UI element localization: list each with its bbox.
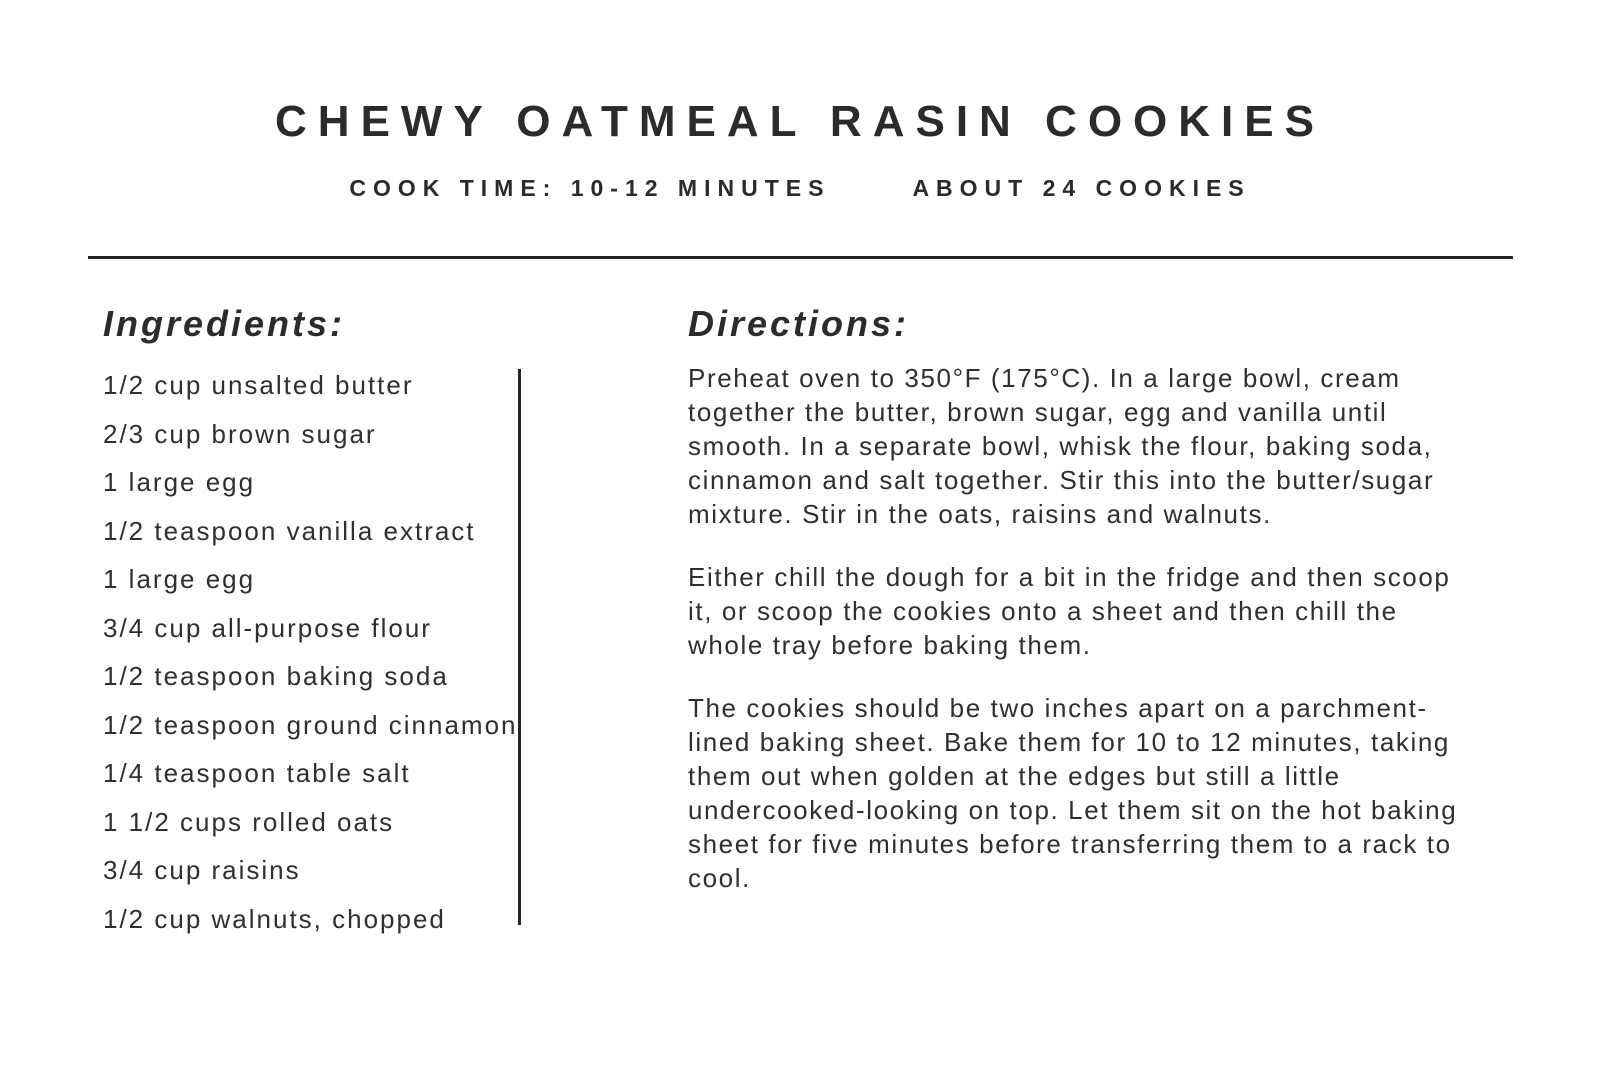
directions-heading: Directions: <box>688 303 910 344</box>
directions-paragraph: The cookies should be two inches apart on a parchment-lined baking sheet. Bake them for 10 to 12 minutes, taking them out when golden at the edges but still a little undercooked-looking on top. Let them sit on the hot baking sheet for five minutes before transferring them to a rack to cool. <box>688 693 1458 893</box>
horizontal-divider <box>88 256 1513 259</box>
ingredient-item: 1 large egg <box>103 564 256 594</box>
column-divider <box>518 369 521 925</box>
yield-label: ABOUT 24 COOKIES <box>912 175 1251 201</box>
directions-paragraph: Preheat oven to 350°F (175°C). In a large bowl, cream together the butter, brown sugar, egg and vanilla until smooth. In a separate bowl, whisk the flour, baking soda, cinnamon and salt together. Stir this into the butter/sugar mixture. Stir in the oats, raisins and walnuts. <box>688 363 1435 529</box>
ingredient-item: 1/2 cup unsalted butter <box>103 370 414 400</box>
directions-paragraph: Either chill the dough for a bit in the fridge and then scoop it, or scoop the cookies onto a sheet and then chill the whole tray before baking them. <box>688 562 1451 660</box>
ingredient-item: 1 1/2 cups rolled oats <box>103 806 395 837</box>
ingredient-item: 1/2 teaspoon baking soda <box>103 661 449 691</box>
ingredient-item: 1/2 cup walnuts, chopped <box>103 903 446 934</box>
recipe-meta-row <box>0 174 1600 202</box>
ingredients-section <box>103 303 621 943</box>
ingredient-item: 1/4 teaspoon table salt <box>103 758 411 788</box>
cook-time-label: COOK TIME: 10-12 MINUTES <box>349 175 831 201</box>
recipe-body <box>0 303 1600 943</box>
recipe-title: CHEWY OATMEAL RASIN COOKIES <box>275 97 1325 146</box>
ingredient-item: 3/4 cup raisins <box>103 855 301 885</box>
ingredient-item: 1/2 teaspoon ground cinnamon <box>103 709 518 740</box>
ingredient-item: 1/2 teaspoon vanilla extract <box>103 515 476 546</box>
ingredient-list <box>103 361 621 943</box>
ingredient-item: 2/3 cup brown sugar <box>103 418 377 449</box>
ingredients-heading: Ingredients: <box>103 303 346 344</box>
ingredient-item: 1 large egg <box>103 467 256 497</box>
directions-section <box>688 303 1474 943</box>
ingredient-item: 3/4 cup all-purpose flour <box>103 612 432 643</box>
